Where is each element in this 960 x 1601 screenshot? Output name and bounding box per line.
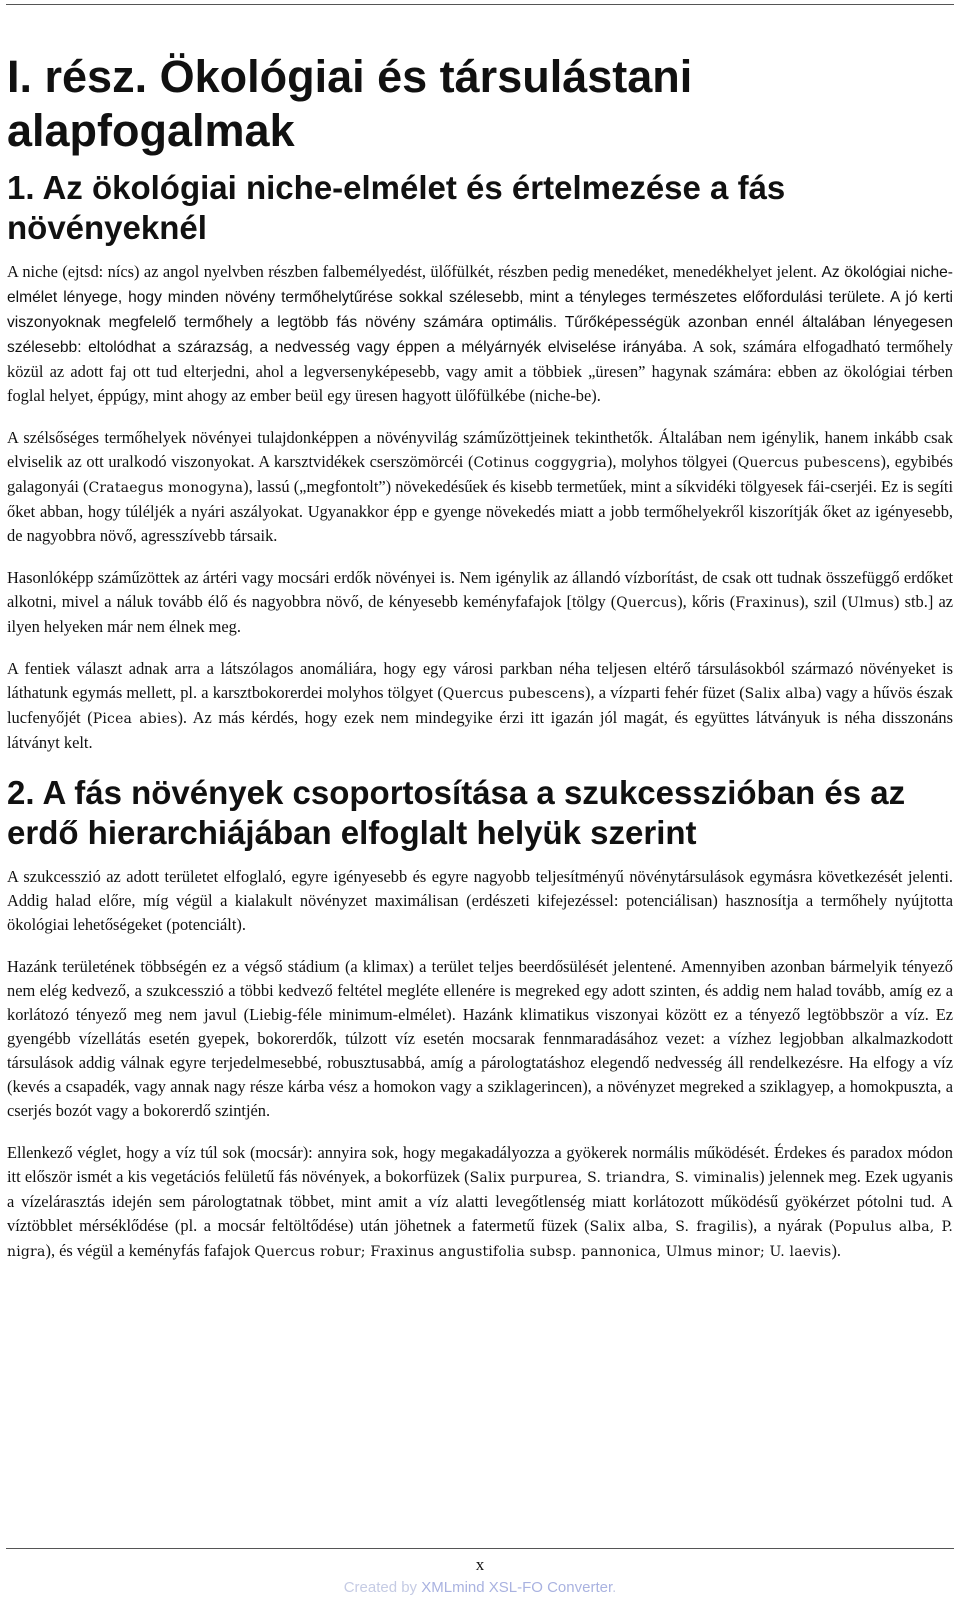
paragraph-text: ), és végül a keményfás fafajok: [45, 1241, 255, 1260]
chapter-1-title: 1. Az ökológiai niche-elmélet és értelmezése a fás növényeknél: [7, 169, 786, 246]
latin-name: Quercus robur; Fraxinus angustifolia subsp. pannonica, Ulmus minor; U. laevis: [254, 1244, 832, 1260]
paragraph-text: ), szil (: [799, 592, 848, 611]
paragraph-text: ).: [831, 1241, 841, 1260]
paragraph-text: A szélsőséges termőhelyek növényei tulajdonképpen a növényvilág száműzöttjeinek tekinthetők. Általában nem igénylik, hanem inkább csak elviselik az ott uralkodó viszonyokat. A karsztvidékek cserszömörcéi (: [7, 428, 953, 471]
latin-name: Salix purpurea, S. triandra, S. viminalis: [469, 1170, 760, 1186]
paragraph-text: A sok, számára elfogadható termőhely közül az adott faj ott tud elterjedni, ahol a legversenyképesebb, vagy amit a többiek „üresen” hagynak számára: ebben az ökológiai térben foglal helyet, éppúgy, mint ahogy az ember beül egy üresen hagyott ülőfülkébe (niche-be).: [7, 337, 953, 405]
top-rule: [6, 4, 954, 5]
paragraph-text: ), molyhos tölgyei (: [606, 452, 738, 471]
latin-name: Picea abies: [92, 711, 178, 727]
chapter-1-paragraph-1: [7, 260, 953, 408]
chapter-1-paragraph-2: [7, 426, 953, 548]
credit-prefix: Created by: [343, 1579, 422, 1596]
chapter-2-paragraph-3: [7, 1141, 953, 1264]
credit-suffix: .: [612, 1579, 617, 1596]
chapter-2-paragraph-2: Hazánk területének többségén ez a végső stádium (a klimax) a terület teljes beerdősülését jelentené. Amennyiben azonban bármelyik tényező nem elég kedvező, a szukcesszió a többi kedvező feltétel megléte ellenére is megreked egy adott szinten, és addig nem halad tovább, amíg ez a korlátozó tényező meg nem javul (Liebig-féle minimum-elmélet). Hazánk klimatikus viszonyai között ez a tényező legtöbbször a víz. Ez gyengébb vízellátás esetén gyepek, bokorerdők, túlzott víz esetén mocsarak fennmaradásához vezet: a vízhez legjobban alkalmazkodott társulások addig válnak egyre terjedelmesebbé, robusztusabbá, amíg a párologtatáshoz elegendő nedvesség áll rendelkezésre. Ha elfogy a víz (kevés a csapadék, vagy annak nagy része kárba vész a homokon vagy a sziklagerincen), a növényzet megreked a sziklagyep, a homokpuszta, a cserjés bozót vagy a bokorerdő szintjén.: [7, 957, 953, 1120]
chapter-2-title: 2. A fás növények csoportosítása a szukcesszióban és az erdő hierarchiájában elfoglalt helyük szerint: [7, 774, 906, 851]
converter-credit: [0, 1579, 960, 1596]
paragraph-text: ) stb.] az ilyen helyeken már nem élnek meg.: [7, 592, 953, 636]
chapter-1-paragraph-4: [7, 657, 953, 755]
latin-name: Quercus: [616, 595, 678, 611]
chapter-1-paragraph-3: [7, 566, 953, 639]
paragraph-text: Hasonlóképp száműzöttek az ártéri vagy mocsári erdők növényei is. Nem igénylik az állandó vízborítást, de csak ott tudnak összefüggő erdőket alkotni, mivel a náluk tovább élő és nagyobbra növő, de kényesebb keményfafajok [tölgy (: [7, 568, 953, 611]
paragraph-text: ) vagy a hűvös észak lucfenyőjét (: [7, 683, 953, 727]
latin-name: Populus alba, P. nigra: [7, 1219, 953, 1260]
converter-link[interactable]: XMLmind XSL-FO Converter: [421, 1579, 613, 1596]
paragraph-text: ), a vízparti fehér füzet (: [585, 683, 745, 702]
latin-name: Quercus pubescens: [737, 455, 881, 471]
paragraph-text: ) jelennek meg. Ezek ugyanis a vízelárasztás idején sem párologtatnak többet, mint amit a víz alatti levegőtlenség miatt korlátozott működésű gyökérzet pótolni tud. A víztöbblet mérséklődése (pl. a mocsár feltöltődése) után jöhetnek a fatermetű füzek (: [7, 1167, 953, 1235]
paragraph-text: ), a nyárak (: [747, 1216, 835, 1235]
latin-name: Cotinus coggygria: [473, 455, 607, 471]
latin-name: Ulmus: [847, 595, 895, 611]
bottom-rule: [6, 1548, 954, 1549]
latin-name: Salix alba: [744, 686, 817, 702]
latin-name: Fraxinus: [735, 595, 800, 611]
page-number: x: [475, 1555, 485, 1574]
paragraph-text: Ellenkező véglet, hogy a víz túl sok (mocsár): annyira sok, hogy megakadályozza a gyökerek normális működését. Érdekes és paradox módon itt először ismét a kis vegetációs felületű fás növények, a bokorfüzek (: [7, 1143, 953, 1186]
paragraph-text: ), kőris (: [677, 592, 736, 611]
part-title: I. rész. Ökológiai és társulástani alapfogalmak: [7, 51, 693, 156]
latin-name: Quercus pubescens: [442, 686, 585, 702]
latin-name: Crataegus monogyna: [88, 480, 244, 496]
paragraph-text: ), lassú („megfontolt”) növekedésűek és kisebb termetűek, mint a síkvidéki tölgyesek fái-cserjéi. Ez is segíti őket abban, hogy túléljék a nyári aszályokat. Ugyanakkor épp e gyenge növekedés miatt a jobb termőhelyekről kiszorítják őket az igényesebb, de nagyobbra növő, agresszívebb társaik.: [7, 477, 954, 545]
chapter-2-paragraph-1: A szukcesszió az adott területet elfoglaló, egyre igényesebb és egyre nagyobb teljesítményű növénytársulások egymásra következését jelenti. Addig halad előre, míg végül a kialakult növényzet maximálisan (erdészeti kifejezéssel: potenciálisan) hasznosítja a termőhely nyújtotta ökológiai lehetőségeket (potenciált).: [7, 867, 953, 934]
paragraph-text: A fentiek választ adnak arra a látszólagos anomáliára, hogy egy városi parkban néha teljesen eltérő társulásokból származó növényeket is láthatunk egymás mellett, pl. a karsztbokorerdei molyhos tölgyet (: [7, 659, 953, 702]
paragraph-text-sans: Az ökológiai niche-elmélet lényege, hogy minden növény termőhelytűrése sokkal szélesebb, mint a tényleges természetes előfordulási területe. A jó kerti viszonyoknak megfelelő termőhely a legtöbb fás növény számára optimális. Tűrőképességük azonban ennél általában lényegesen szélesebb: eltolódhat a szárazság, a nedvesség vagy éppen a mélyárnyék elviselése irányába.: [7, 264, 953, 356]
paragraph-text: A niche (ejtsd: nícs) az angol nyelvben részben falbemélyedést, ülőfülkét, részben pedig menedéket, menedékhelyet jelent.: [7, 262, 818, 281]
page-content: [7, 50, 953, 1282]
paragraph-text: ), egybibés galagonyái (: [7, 452, 953, 496]
paragraph-text: ). Az más kérdés, hogy ezek nem mindegyike érzi itt igazán jól magát, és együttes látványuk is néha disszonáns látványt kelt.: [7, 708, 953, 752]
latin-name: Salix alba, S. fragilis: [589, 1219, 748, 1235]
